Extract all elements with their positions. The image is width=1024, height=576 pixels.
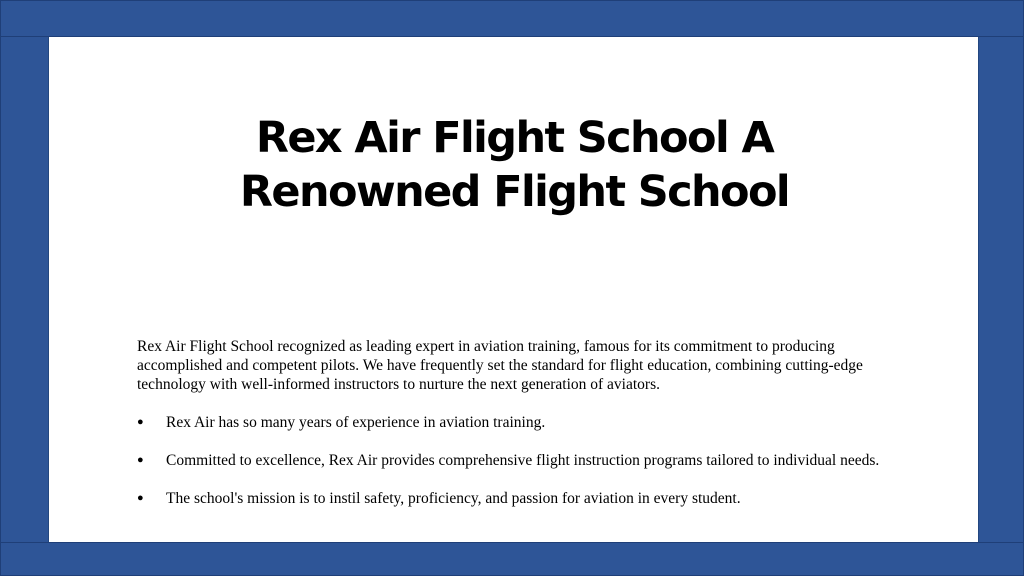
slide-body <box>137 337 907 527</box>
slide-content-panel <box>48 37 979 542</box>
title-line-1: Rex Air Flight School A <box>255 113 774 163</box>
intro-paragraph: Rex Air Flight School recognized as leading expert in aviation training, famous for its commitment to producing accomplished and competent pilots. We have frequently set the standard for flight education, combining cutting-edge technology with well-informed instructors to nurture the next generation of aviators. <box>137 338 863 393</box>
bullet-dot-icon: ● <box>137 492 144 504</box>
bullet-dot-icon: ● <box>137 454 144 466</box>
bullet-text: The school's mission is to instil safety, proficiency, and passion for aviation in every student. <box>166 490 741 507</box>
bullet-dot-icon: ● <box>137 416 144 428</box>
bullet-text: Committed to excellence, Rex Air provides comprehensive flight instruction programs tailored to individual needs. <box>166 452 880 469</box>
bullet-item <box>137 451 907 470</box>
slide-title <box>49 111 980 219</box>
bullet-text: Rex Air has so many years of experience in aviation training. <box>166 414 546 431</box>
bullet-item <box>137 489 907 508</box>
bullet-item <box>137 413 907 432</box>
bullet-list <box>137 413 907 508</box>
title-line-2: Renowned Flight School <box>239 167 790 217</box>
bottom-band-divider <box>1 542 1024 543</box>
